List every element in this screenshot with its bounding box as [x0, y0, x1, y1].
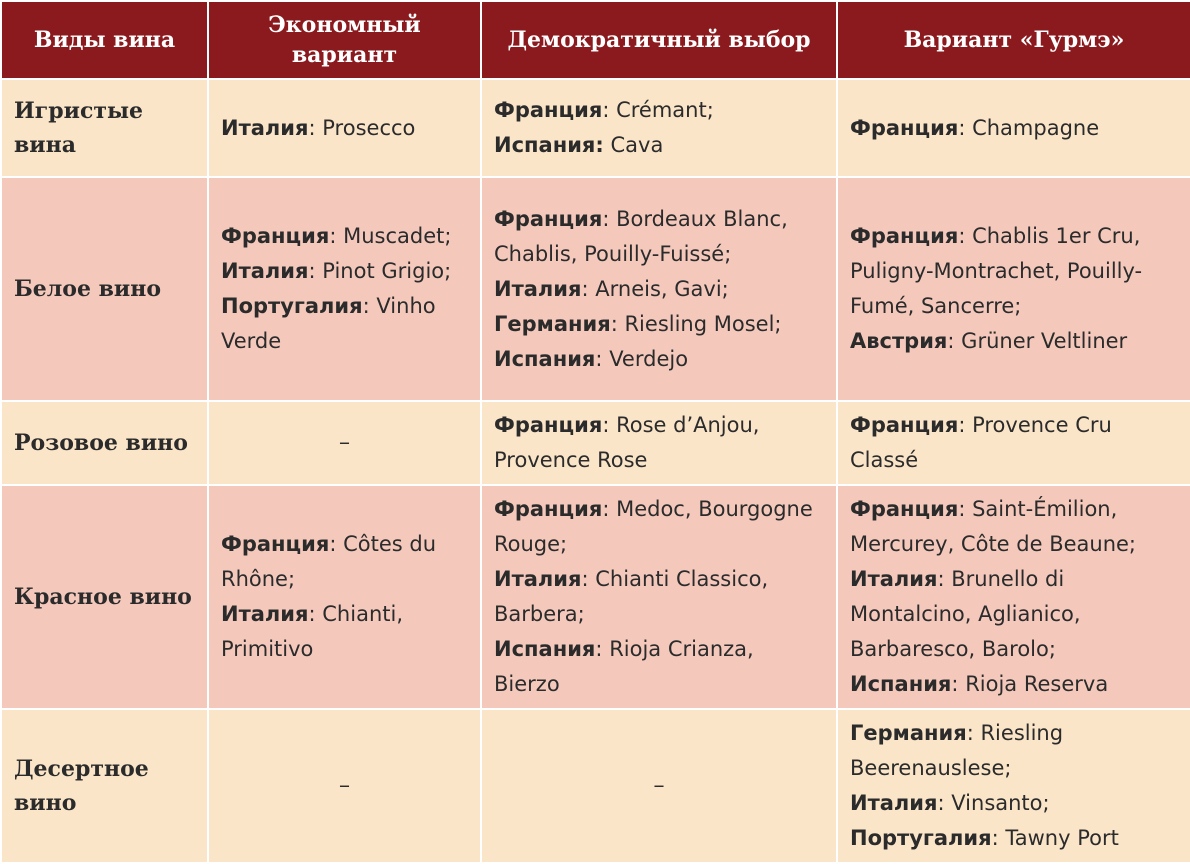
country-name: Италия: [850, 791, 938, 815]
country-entry: Франция: Côtes du Rhône;: [221, 532, 436, 591]
table-row-dessert: [1, 709, 1190, 863]
country-name: Португалия: [221, 294, 363, 318]
country-entry: Италия: Pinot Grigio;: [221, 259, 452, 283]
wine-list: Provence Cru Classé: [850, 413, 1112, 472]
economy-cell-empty: –: [208, 401, 481, 485]
country-name: Франция: [850, 497, 959, 521]
country-entry: Испания: Rioja Crianza, Bierzo: [494, 637, 754, 696]
country-name: Италия: [494, 567, 582, 591]
country-entry: Франция: Crémant;: [494, 98, 714, 122]
country-name: Италия: [221, 602, 309, 626]
wine-list: Medoc, Bourgogne Rouge;: [494, 497, 813, 556]
gourmet-cell: [837, 79, 1190, 177]
country-entry: Австрия: Grüner Veltliner: [850, 329, 1128, 353]
wine-list: Vinho Verde: [221, 294, 436, 353]
table-header-row: [1, 1, 1190, 79]
country-entry: Франция: Provence Cru Classé: [850, 413, 1112, 472]
wine-list: Riesling Mosel;: [624, 311, 782, 336]
country-entry: Франция: Rose d’Anjou, Provence Rose: [494, 413, 760, 472]
wine-type-cell: Розовое вино: [1, 401, 208, 485]
economy-cell-empty: –: [208, 709, 481, 863]
header-gourmet: Вариант «Гурмэ»: [837, 1, 1190, 79]
wine-list: Chianti, Primitivo: [221, 602, 403, 661]
country-name: Франция: [221, 224, 330, 248]
header-wine-types: Виды вина: [1, 1, 208, 79]
country-name: Франция: [494, 206, 603, 231]
economy-cell: [208, 79, 481, 177]
country-name: Испания:: [494, 133, 604, 157]
table-row-sparkling: [1, 79, 1190, 177]
country-entry: Франция: Champagne: [850, 115, 1100, 140]
country-entry: Италия: Arneis, Gavi;: [494, 276, 729, 301]
economy-cell: [208, 485, 481, 709]
country-name: Франция: [850, 224, 959, 248]
country-name: Франция: [494, 98, 603, 122]
democratic-cell: [481, 401, 837, 485]
gourmet-cell: [837, 177, 1190, 401]
country-name: Франция: [850, 413, 959, 437]
header-democratic: Демократичный выбор: [481, 1, 837, 79]
wine-list: Côtes du Rhône;: [221, 532, 436, 591]
header-economy: Экономный вариант: [208, 1, 481, 79]
country-name: Италия: [850, 567, 938, 591]
country-name: Испания: [494, 637, 596, 661]
wine-list: Muscadet;: [343, 224, 452, 248]
democratic-cell: [481, 485, 837, 709]
country-entry: Испания: Verdejo: [494, 346, 689, 371]
country-name: Франция: [850, 115, 959, 140]
country-entry: Франция: Saint-Émilion, Mercurey, Côte de Beaune;: [850, 497, 1137, 556]
country-entry: Италия: Chianti, Primitivo: [221, 602, 403, 661]
country-entry: Германия: Riesling Mosel;: [494, 311, 782, 336]
democratic-cell: [481, 177, 837, 401]
wine-list: Crémant;: [616, 98, 714, 122]
wine-list: Tawny Port: [1005, 826, 1119, 850]
country-name: Франция: [494, 497, 603, 521]
table-row-rose: [1, 401, 1190, 485]
country-entry: Франция: Medoc, Bourgogne Rouge;: [494, 497, 813, 556]
wine-list: Grüner Veltliner: [961, 329, 1128, 353]
country-name: Германия: [850, 721, 967, 745]
country-name: Португалия: [850, 826, 992, 850]
democratic-cell-empty: –: [481, 709, 837, 863]
wine-list: Rose d’Anjou, Provence Rose: [494, 413, 760, 472]
wine-list: Vinsanto;: [951, 791, 1050, 815]
country-entry: Италия: Prosecco: [221, 115, 416, 140]
wine-list: Prosecco: [322, 115, 416, 140]
wine-type-cell: Белое вино: [1, 177, 208, 401]
wine-list: Saint-Émilion, Mercurey, Côte de Beaune;: [850, 497, 1137, 556]
country-name: Австрия: [850, 329, 948, 353]
gourmet-cell: [837, 709, 1190, 863]
wine-list: Rioja Reserva: [965, 672, 1109, 696]
wine-list: Rioja Crianza, Bierzo: [494, 637, 754, 696]
country-entry: [494, 128, 824, 163]
wine-list: Bordeaux Blanc, Chablis, Pouilly-Fuissé;: [494, 206, 788, 266]
country-entry: Италия: Brunello di Montalcino, Aglianico, Barbaresco, Barolo;: [850, 567, 1081, 661]
wine-type-cell: Игристые вина: [1, 79, 208, 177]
country-entry: Франция: Bordeaux Blanc, Chablis, Pouilly-Fuissé;: [494, 206, 788, 266]
country-entry: Португалия: Tawny Port: [850, 826, 1119, 850]
country-name: Испания: [494, 346, 596, 371]
wine-list: Brunello di Montalcino, Aglianico, Barbaresco, Barolo;: [850, 567, 1081, 661]
country-name: Франция: [494, 413, 603, 437]
economy-cell: [208, 177, 481, 401]
wine-list: Pinot Grigio;: [322, 259, 452, 283]
country-entry: Германия: Riesling Beerenauslese;: [850, 721, 1064, 780]
country-name: Франция: [221, 532, 330, 556]
wine-list: Cava: [610, 133, 664, 157]
wine-list: Verdejo: [609, 346, 689, 371]
gourmet-cell: [837, 401, 1190, 485]
country-name: Италия: [494, 276, 582, 301]
country-name: Италия: [221, 259, 309, 283]
country-name: Германия: [494, 311, 611, 336]
democratic-cell: [481, 79, 837, 177]
wine-list: Arneis, Gavi;: [595, 276, 729, 301]
gourmet-cell: [837, 485, 1190, 709]
country-entry: Франция: Muscadet;: [221, 224, 452, 248]
country-entry: Франция: Chablis 1er Cru, Puligny-Montrachet, Pouilly-Fumé, Sancerre;: [850, 224, 1143, 318]
country-name: Испания: [850, 672, 952, 696]
wine-type-cell: Десертное вино: [1, 709, 208, 863]
wine-list: Chianti Classico, Barbera;: [494, 567, 769, 626]
country-entry: Италия: Vinsanto;: [850, 791, 1050, 815]
country-name: Италия: [221, 115, 309, 140]
country-entry: Испания: Rioja Reserva: [850, 672, 1109, 696]
wine-list: Champagne: [972, 115, 1100, 140]
wine-list: Chablis 1er Cru, Puligny-Montrachet, Pouilly-Fumé, Sancerre;: [850, 224, 1143, 318]
country-entry: Португалия: Vinho Verde: [221, 294, 436, 353]
country-entry: Италия: Chianti Classico, Barbera;: [494, 567, 769, 626]
table-row-white: [1, 177, 1190, 401]
wine-type-cell: Красное вино: [1, 485, 208, 709]
table-row-red: [1, 485, 1190, 709]
wine-list: Riesling Beerenauslese;: [850, 721, 1064, 780]
